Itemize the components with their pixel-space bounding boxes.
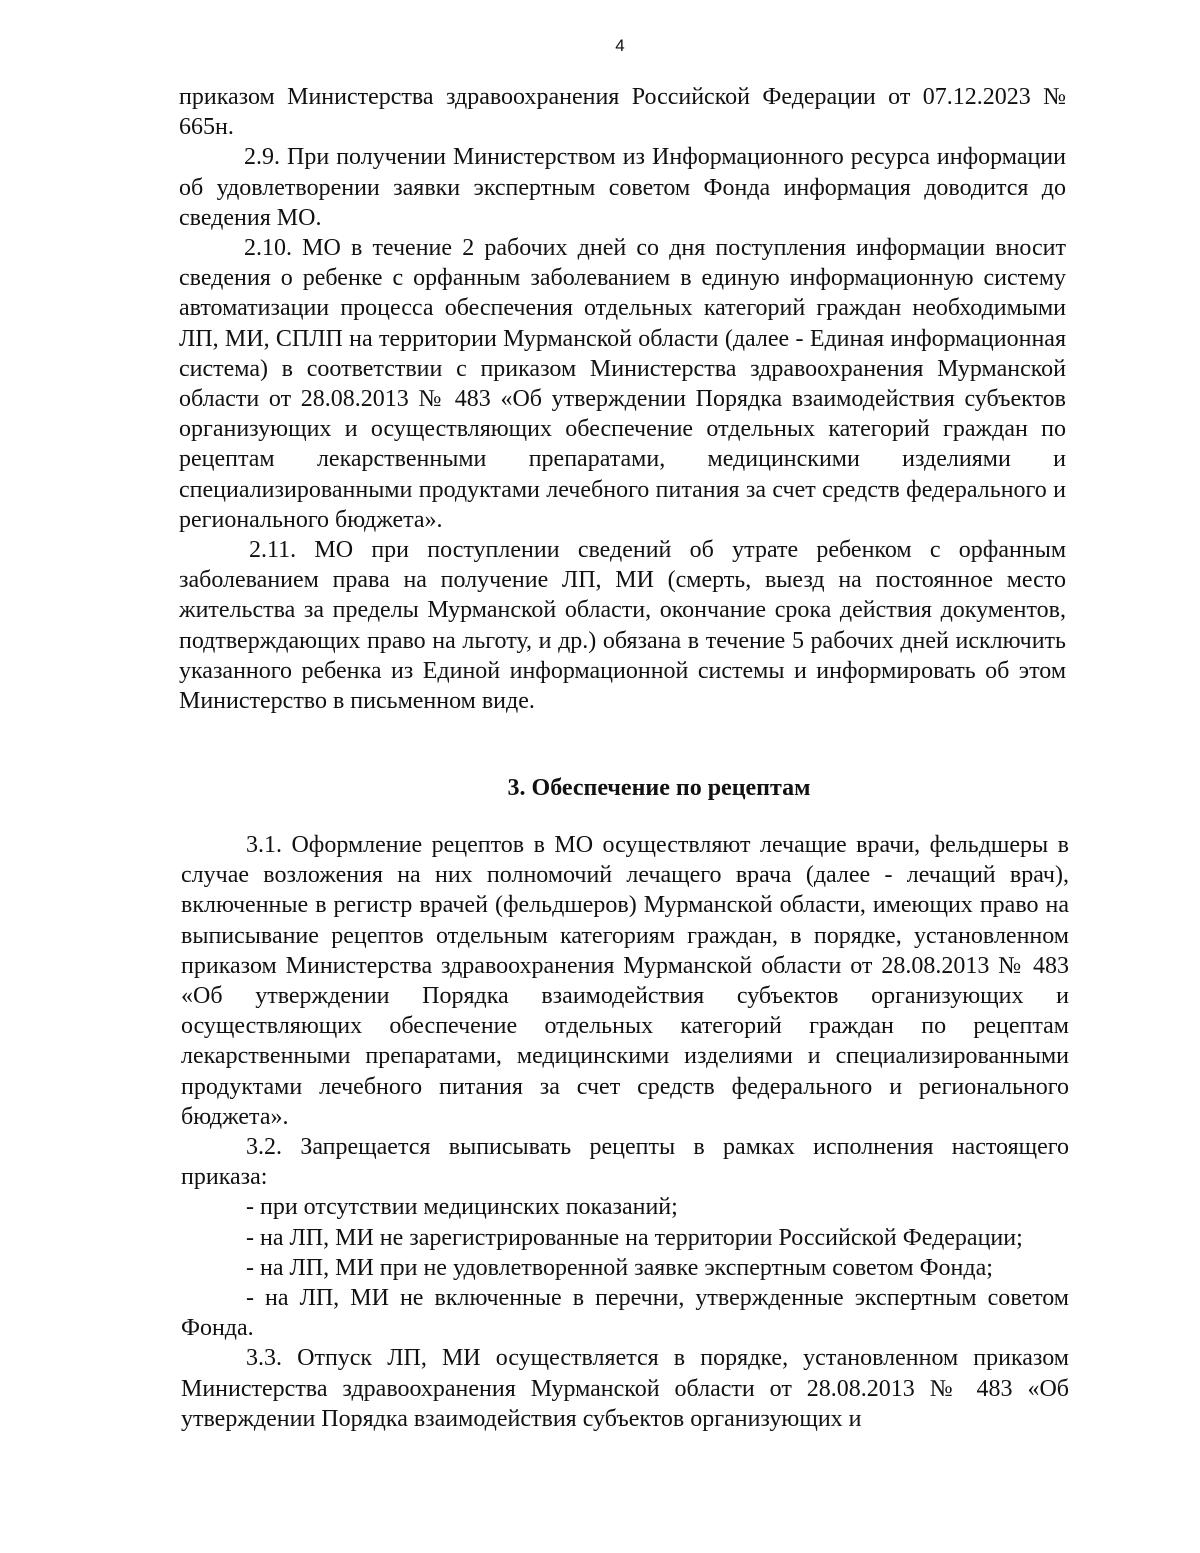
paragraph-2-11: 2.11. МО при поступлении сведений об утрате ребенком с орфанным заболеванием права на получение ЛП, МИ (смерть, выезд на постоянное место жительства за пределы Мурманской области, окончание срока действия документов, подтверждающих право на льготу, и др.) обязана в течение 5 рабочих дней исключить указанного ребенка из Единой информационной системы и информировать об этом Министерство в письменном виде. xyxy=(179,537,1066,715)
list-item-unregistered: - на ЛП, МИ не зарегистрированные на территории Российской Федерации; xyxy=(246,1224,1023,1251)
paragraph-3-3: 3.3. Отпуск ЛП, МИ осуществляется в порядке, установленном приказом Министерства здравоохранения Мурманской области от 28.08.2013 № 483 «Об утверждении Порядка взаимодействия субъектов организующих и xyxy=(181,1345,1069,1432)
paragraph-3-2: 3.2. Запрещается выписывать рецепты в рамках исполнения настоящего приказа: xyxy=(181,1134,1069,1191)
page-number: 4 xyxy=(615,36,625,55)
paragraph-2-9: 2.9. При получении Министерством из Информационного ресурса информации об удовлетворении заявки экспертным советом Фонда информация доводится до сведения МО. xyxy=(179,144,1066,231)
list-item-not-in-lists: - на ЛП, МИ не включенные в перечни, утвержденные экспертным советом Фонда. xyxy=(181,1285,1069,1342)
paragraph-3-1: 3.1. Оформление рецептов в МО осуществляют лечащие врачи, фельдшеры в случае возложения на них полномочий лечащего врача (далее - лечащий врач), включенные в регистр врачей (фельдшеров) Мурманской области, имеющих право на выписывание рецептов отдельным категориям граждан, в порядке, установленном приказом Министерства здравоохранения Мурманской области от 28.08.2013 № 483 «Об утверждении Порядка взаимодействия субъектов организующих и осуществляющих обеспечение отдельных категорий граждан по рецептам лекарственными препаратами, медицинскими изделиями и специализированными продуктами лечебного питания за счет средств федерального и регионального бюджета». xyxy=(181,832,1069,1130)
paragraph-2-10: 2.10. МО в течение 2 рабочих дней со дня поступления информации вносит сведения о ребенке с орфанным заболеванием в единую информационную систему автоматизации процесса обеспечения отдельных категорий граждан необходимыми ЛП, МИ, СПЛП на территории Мурманской области (далее - Единая информационная система) в соответствии с приказом Министерства здравоохранения Мурманской области от 28.08.2013 № 483 «Об утверждении Порядка взаимодействия субъектов организующих и осуществляющих обеспечение отдельных категорий граждан по рецептам лекарственными препаратами, медицинскими изделиями и специализированными продуктами лечебного питания за счет средств федерального и регионального бюджета». xyxy=(179,235,1066,533)
list-item-no-indications: - при отсутствии медицинских показаний; xyxy=(246,1194,678,1221)
paragraph-2-8-continuation: приказом Министерства здравоохранения Российской Федерации от 07.12.2023 № 665н. xyxy=(179,84,1066,141)
section-2-continuation xyxy=(179,82,1066,716)
list-item-unsatisfied-request: - на ЛП, МИ при не удовлетворенной заявке экспертным советом Фонда; xyxy=(246,1254,993,1281)
section-3-title: 3. Обеспечение по рецептам xyxy=(507,775,811,801)
section-3-body xyxy=(181,830,1069,1434)
